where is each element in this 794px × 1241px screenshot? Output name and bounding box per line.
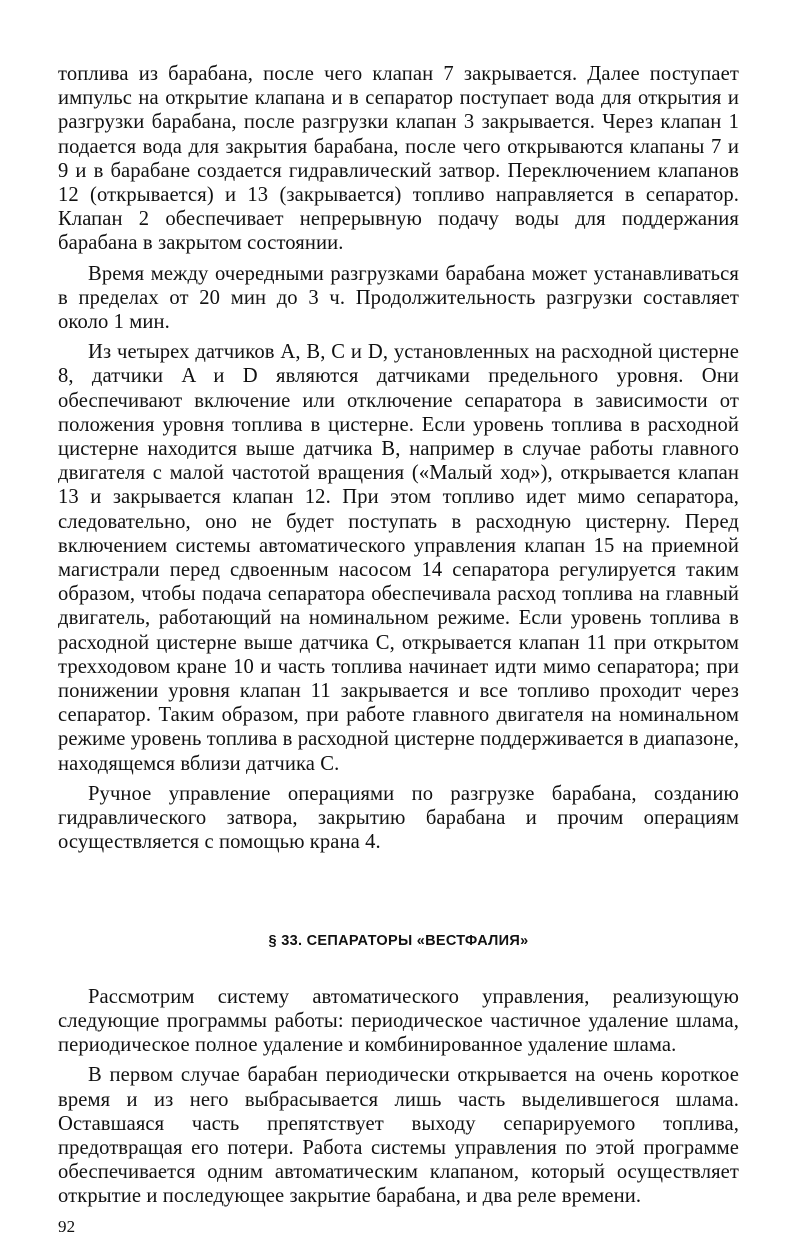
paragraph-manual-control: Ручное управление операциями по разгрузке барабана, созданию гидравлического затвора, закрытию барабана и прочим операциям осуществляется с помощью крана 4. bbox=[58, 782, 739, 854]
paragraph-valve-sequence: топлива из барабана, после чего клапан 7 закрывается. Далее поступает импульс на открытие клапана и в сепаратор поступает вода для открытия и разгрузки барабана, после разгрузки клапан 3 закрывается. Через клапан 1 подается вода для закрытия барабана, после чего открываются клапаны 7 и 9 и в барабане создается гидравлический затвор. Переключением клапанов 12 (открывается) и 13 (закрывается) топливо направляется в сепаратор. Клапан 2 обеспечивает непрерывную подачу воды для поддержания барабана в закрытом состоянии. bbox=[58, 63, 739, 255]
section-heading: § 33. СЕПАРАТОРЫ «ВЕСТФАЛИЯ» bbox=[268, 932, 529, 949]
paragraph-control-programs: Рассмотрим систему автоматического управления, реализующую следующие программы работы: периодическое частичное удаление шлама, периодическое полное удаление и комбинированное удаление шлама. bbox=[58, 985, 739, 1057]
paragraph-level-sensors: Из четырех датчиков A, B, C и D, установленных на расходной цистерне 8, датчики A и D являются датчиками предельного уровня. Они обеспечивают включение или отключение сепаратора в зависимости от положения уровня топлива в цистерне. Если уровень топлива в расходной цистерне находится выше датчика B, например в случае работы главного двигателя с малой частотой вращения («Малый ход»), открывается клапан 13 и закрывается клапан 12. При этом топливо идет мимо сепаратора, следовательно, оно не будет поступать в расходную цистерну. Перед включением системы автоматического управления клапан 15 на приемной магистрали перед сдвоенным насосом 14 сепаратора регулируется таким образом, чтобы подача сепаратора обеспечивала расход топлива на главный двигатель, работающий на номинальном режиме. Если уровень топлива в расходной цистерне выше датчика C, открывается клапан 11 при открытом трехходовом кране 10 и часть топлива начинает идти мимо сепаратора; при понижении уровня клапан 11 закрывается и все топливо проходит через сепаратор. Таким образом, при работе главного двигателя на номинальном режиме уровень топлива в расходной цистерне поддерживается в диапазоне, находящемся вблизи датчика C. bbox=[58, 341, 739, 775]
page-number: 92 bbox=[58, 1216, 76, 1236]
paragraph-unloading-interval: Время между очередными разгрузками барабана может устанавливаться в пределах от 20 мин до 3 ч. Продолжительность разгрузки составляет около 1 мин. bbox=[58, 262, 739, 334]
book-page bbox=[58, 62, 739, 1239]
paragraph-partial-discharge: В первом случае барабан периодически открывается на очень короткое время и из него выбрасывается лишь часть выделившегося шлама. Оставшаяся часть препятствует выходу сепарируемого топлива, предотвращая его потери. Работа системы управления по этой программе обеспечивается одним автоматическим клапаном, который осуществляет открытие и последующее закрытие барабана, и два реле времени. bbox=[58, 1064, 739, 1208]
